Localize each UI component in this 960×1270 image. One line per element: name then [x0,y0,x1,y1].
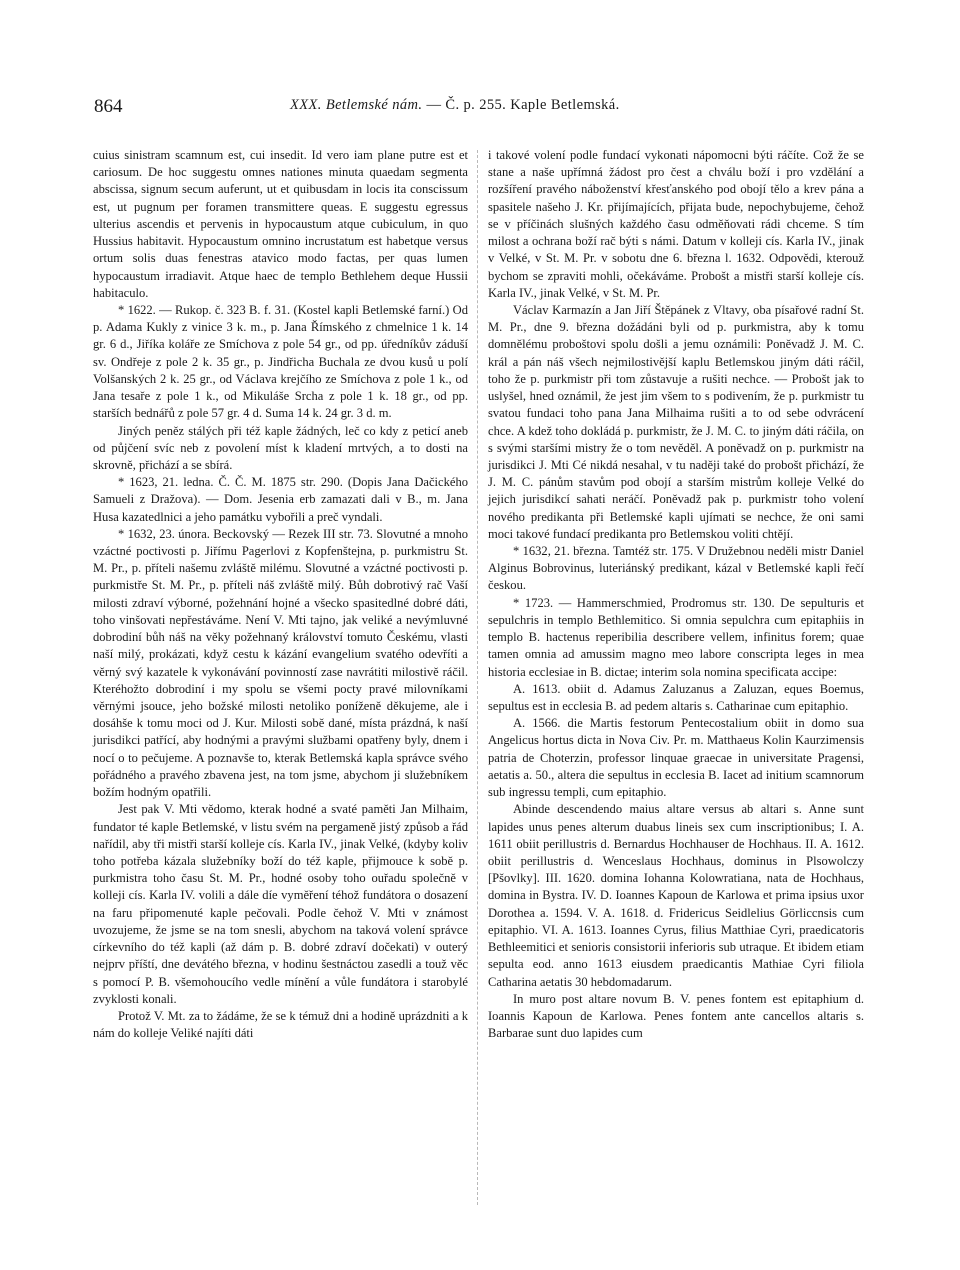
paragraph: * 1622. — Rukop. č. 323 B. f. 31. (Kostel kapli Betlemské farní.) Od p. Adama Kukly z vinice 3 k. m., p. Jana Římského z chmelnice 1 k. 14 gr. 6 d., Jiříka koláře ze Smíchova z pole 54 gr., od pp. úředníkův záduší sv. Ondřeje z pole 2 k. 35 gr., p. Jindřicha Buchala ze dvou kusů u polí Volšanských 2 k. 25 gr., od Václava krejčího ze Smíchova z pole 1 k., od Jana tesaře z pole 1 k., od Mikuláše Srcha z pole 1 k. 18 gr., od pp. starších bednářů z pole 57 gr. 4 d. Suma 14 k. 24 gr. 3 d. m. [93,302,468,421]
paragraph: cuius sinistram scamnum est, cui insedit. Id vero iam plane putre est et cariosum. De hoc suggestu omnes nationes minuta quaedam segmenta abscissa, signum secum auferunt, ut et quibusdam in locis ita conscissum est, ut pugnum per foramen transmittere queas. E suggestu egressus ulterius ascendis et pervenis in hypocaustum atque cubiculum, in quo Hussius habitavit. Hypocaustum omnino incrustatum est habetque versus ortum solis duas fenestras atavico modo factas, per quas lumen hypocaustum irradiavit. Atque haec de templo Bethlehem deque Hussii habitaculo. [93,148,468,300]
left-column [93,147,468,1042]
right-column [488,147,864,1042]
running-head-title: — Č. p. 255. Kaple Betlemská. [422,97,620,113]
page-header [94,96,864,120]
running-head-section: XXX. Betlemské nám. [290,97,423,113]
paragraph: * 1632, 21. března. Tamtéž str. 175. V Družebnou neděli mistr Daniel Alginus Bobrovinus, luteriánský predikant, kázal v Betlemské kapli řečí českou. [488,544,864,593]
paragraph: Jiných peněz stálých při též kaple žádných, leč co kdy z peticí aneb od půjčení svíc neb z povolení míst k kladení mrtvých, a to dosti na skrovně, přichází a se sbírá. [93,423,468,472]
paragraph: Abinde descendendo maius altare versus ab altari s. Anne sunt lapides unus penes alterum duabus lineis sex cum inscriptionibus; I. A. 1611 obiit perillustris d. Bernardus Hochhauser de Hochhaus. II. A. 1612. obiit perillustris d. Wenceslaus Hochhaus, dominus in Plsowolczy [Pšovlky]. III. 1620. domina Iohanna Kolowratiana, nata de Hochhaus, domina in Bystra. IV. D. Ioannes Kapoun de Karlowa et prima ipsius uxor Dorothea a. 1594. V. A. 1618. d. Fridericus Seidlelius Görliccnsis cum epitaphio. VI. A. 1613. Ioannes Cyrus, filius Matthiae Cyri, praedicatoris Bethleemitici et senioris consistorii inferioris sub utraque. Et ibidem etiam sepulta eod. anno 1613 eiusdem praedicantis Mathiae Cyri filiola Catharina aetatis 30 hebdomadarum. [488,802,864,989]
paragraph: Protož V. Mt. za to žádáme, že se k témuž dni a hodině uprázdniti a k nám do kolleje Veliké najíti dáti [93,1008,468,1041]
paragraph: In muro post altare novum B. V. penes fontem est epitaphium d. Ioannis Kapoun de Karlowa. Penes fontem ante cancellos altaris s. Barbarae sunt duo lapides cum [488,991,864,1041]
paragraph: * 1632, 23. února. Beckovský — Rezek III str. 73. Slovutné a mnoho vzáctné poctivosti p. Jiřímu Pagerlovi z Kopfenštejna, p. purkmistru St. M. Pr., p. příteli našemu zvláště milému. Slovutné a vzáctné poctivosti p. purkmistře St. M. Pr., p. příteli náš zvláště milý. Bůh dobrotivý rač Vaší milosti zdraví výborné, požehnání hojné a všecko spasitedlné dobré dáti, toho vinšovati nepřestáváme. Není V. Mti tajno, jak veliké a nevýmluvné dobrodiní bůh náš na věky požehnaný království tomuto Českému, vlasti naší milý, prokázati, když cestu k kázání evangelium svatého odevříti a věrný svý kazatele k vykonávání povinností zase navrátiti milostivě ráčil. Kteréhožto dobrodiní i my spolu se všemi pocty pravé milovníkami věrnými jsouce, jeho božské milosti netoliko poníženě děkujeme, ale i dosáhše k tomu moci od J. Kur. Milosti sobě dané, místa prázdná, k naší jurisdikci patřící, aby hodnými a pravými službami opatřeny byly, dnem i nocí o to pečujeme. A poznavše to, kterak Betlemská kapla správce svého pořádného a pravého zbavena jest, na tom jsme, abychom ji služebníkem božím hodným opatřili. [93,526,468,800]
paragraph: Václav Karmazín a Jan Jiří Štěpánek z Vltavy, oba písařové radní St. M. Pr., dne 9. března dožádáni byli od p. purkmistra, aby k tomu domnělému proboštovi spolu došli a jemu oznámili: Poněvadž J. M. C. král a pán náš všech nejmilostivější kaplu Betlemskou jiným dáti ráčil, toho že p. purkmistr při tom zůstavuje a rušiti nechce. — Probošt jak to uslyšel, hned oznámil, že jest jim všem to s podivením, že p. purkmistr tu svatou fundaci toho pana Jana Milhaima rušiti a to od sebe odvrácení chce. A kdež toho dokládá p. purkmistr, že J. M. C. to jiným dáti ráčila, on s svými staršími mistry že o tom nevěděl. A poněvadž on p. purkmistr na jurisdikci J. Mti Cé nikdá nesahal, v tu naději také do probošt přichází, že J. M. C. pánům stavům pod obojí a starším mistrům kolleje Velké do jejich jurisdikcí sahati neráčí. Poněvadž pak p. purkmistr toho volení nového predikanta při Betlemské kapli ujímati se nechce, že oni sami moci takové fundací predikanta pro Betlemskou voliti chtějí. [488,302,864,541]
paragraph: i takové volení podle fundací vykonati nápomocni býti ráčíte. Což že se stane a naše upřímná žádost pro čest a chválu boží i pro vzdělání a rozšíření pravého náboženství křesťanského pod obojí tělo a krev pána a spasitele našeho J. Kr. přijímajících, přijata bude, nepochybujeme, čehož se v příčinách slušných každého času odměňovati rádi chceme. S tím milost a ochrana boží rač býti s námi. Datum v kolleji cís. Karla IV., jinak v Velké, v St. M. Pr. v sobotu dne 6. března l. 1632. Odpovědi, kterouž bychom se zpraviti mohli, očekáváme. Probošt a mistři starší kolleje cís. Karla IV., jinak Velké, v St. M. Pr. [488,148,864,300]
paragraph: A. 1613. obiit d. Adamus Zaluzanus a Zaluzan, eques Boemus, sepultus est in ecclesia B. ad pedem altaris s. Catharinae cum epitaphio. [488,681,864,713]
paragraph: * 1723. — Hammerschmied, Prodromus str. 130. De sepulturis et sepulchris in templo Bethlemitico. Si omnia sepulchra cum epitaphiis in templo B. hactenus reperibilia describere vellem, infinitus forem; quae tamen omnia ad amussim magno meo labore conscripta leges in mea historia ecclesiae in B. dictae; interim sola nomina specificata accipe: [488,595,864,679]
column-divider [477,150,478,1205]
paragraph: A. 1566. die Martis festorum Pentecostalium obiit in domo sua Angelicus hortus dicta in Nova Civ. Pr. m. Matthaeus Kolin Kaurzimensis patria de Choterzin, professor linquae graecae in universitate Pragensi, aetatis a. 50., altera die sepultus in ecclesia B. Iacet ad initium scamnorum sub ingressu templi, cum epitaphio. [488,716,864,800]
paragraph: * 1623, 21. ledna. Č. Č. M. 1875 str. 290. (Dopis Jana Dačického Samueli z Dražova). — Dom. Jesenia erb zamazati dali v B., m. Jana Husa kazatedlnici a jeho památku vybořili a preč vyndali. [93,475,468,524]
running-head [290,97,620,114]
page-number: 864 [94,96,123,117]
paragraph: Jest pak V. Mti vědomo, kterak hodné a svaté paměti Jan Milhaim, fundator té kaple Betlemské, v listu svém na pergameně jistý způsob a řád nařídil, aby tři mistři starší kolleje cís. Karla IV., jinak Velké, (kdyby koliv toho potřeba kázala služebníky boží do též kaple, přijmouce k sobě p. purkmistra toho času St. M. Pr., hodné osoby toho ouřadu společně v kolleji cís. Karla IV. volili a dále díe vyměření téhož fundátora o dosazení na faru připomenuté kaple pečovali. Podle čehož V. Mti v známost uvozujeme, že jsme se na tom snesli, abychom na taková volení správce církevního do též kapli (až dám p. B. dobré zdraví dočekati) v outerý nejprv příští, dne devátého března, v hodinu šestnáctou zasedli a touž věc s pomocí P. B. všemohoucího vedle mínění a vůle fundátora i starobylé zvyklosti konali. [93,802,468,1006]
